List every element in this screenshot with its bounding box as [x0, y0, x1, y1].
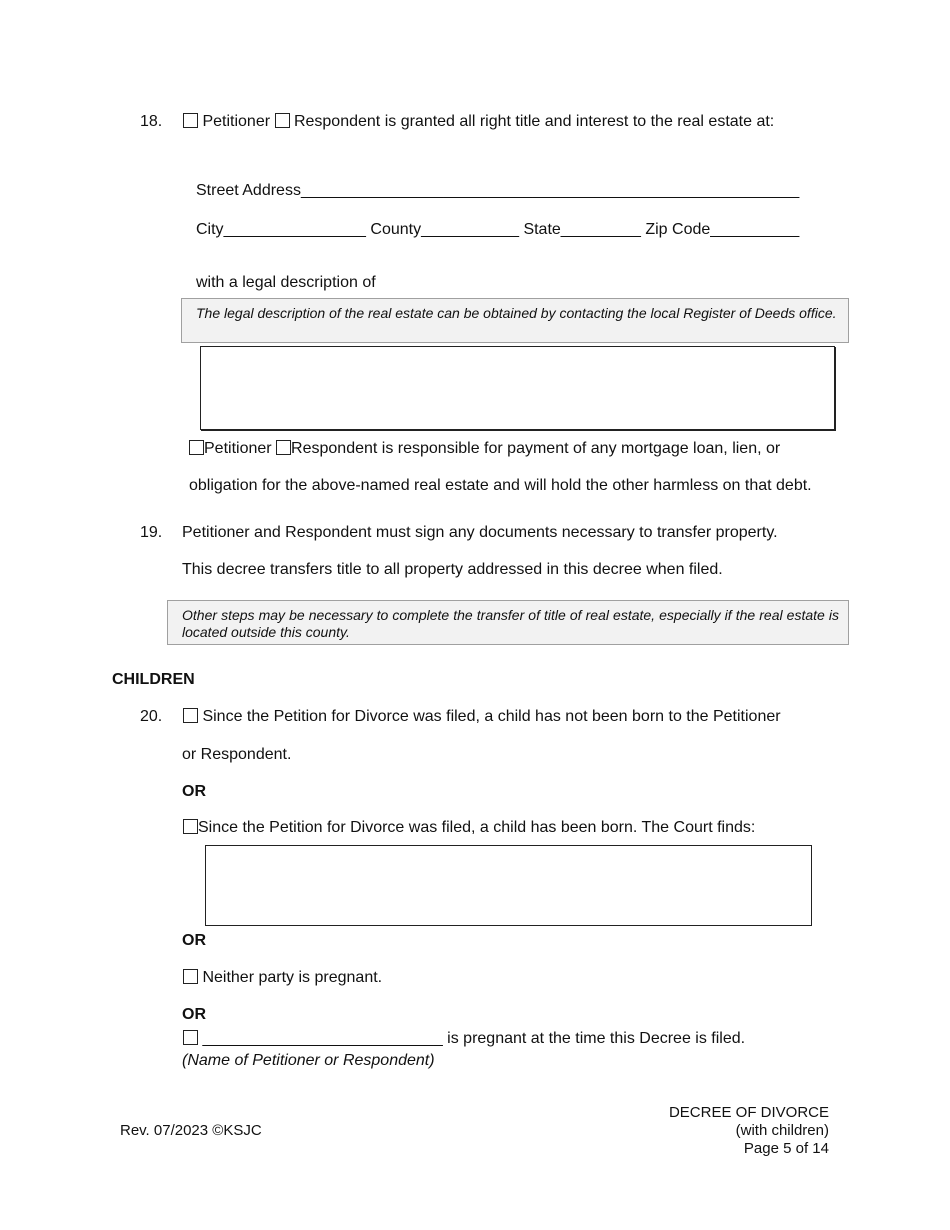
child-not-born-label-line2: or Respondent.: [182, 746, 292, 763]
petitioner-checkbox[interactable]: [183, 113, 198, 128]
item-20-number: 20.: [140, 708, 163, 725]
city-label: City: [196, 221, 224, 238]
state-field[interactable]: _________: [560, 221, 641, 238]
child-not-born-checkbox[interactable]: [183, 708, 198, 723]
child-born-checkbox[interactable]: [183, 819, 198, 834]
state-label: State: [523, 221, 561, 238]
petitioner-label: Petitioner: [202, 113, 271, 130]
mortgage-petitioner-label: Petitioner: [204, 440, 272, 457]
legal-description-note: The legal description of the real estate can be obtained by contacting the local Register of Deeds office.: [181, 298, 849, 343]
child-born-label: Since the Petition for Divorce was filed, a child has been born. The Court finds:: [198, 819, 756, 836]
county-label: County: [370, 221, 422, 238]
zip-code-label: Zip Code: [645, 221, 711, 238]
is-pregnant-checkbox[interactable]: [183, 1030, 198, 1045]
item-19-line1: Petitioner and Respondent must sign any documents necessary to transfer property.: [182, 524, 778, 541]
court-finds-textbox[interactable]: [205, 845, 812, 926]
children-heading: CHILDREN: [112, 671, 195, 688]
county-field[interactable]: ___________: [421, 221, 519, 238]
footer-doc-info: [669, 1104, 829, 1158]
item-19-number: 19.: [140, 524, 163, 541]
item-19-line2: This decree transfers title to all property addressed in this decree when filed.: [182, 561, 723, 578]
city-field[interactable]: ________________: [223, 221, 366, 238]
transfer-title-note: Other steps may be necessary to complete the transfer of title of real estate, especially if the real estate is located outside this county.: [167, 600, 849, 645]
child-not-born-label: Since the Petition for Divorce was filed, a child has not been born to the Petitioner: [202, 708, 781, 725]
mortgage-line-2: obligation for the above-named real estate and will hold the other harmless on that debt.: [189, 477, 812, 494]
pregnant-party-name-field[interactable]: ___________________________: [202, 1030, 443, 1047]
item-18-number: 18.: [140, 113, 163, 130]
neither-pregnant-checkbox[interactable]: [183, 969, 198, 984]
legal-description-label: with a legal description of: [196, 274, 376, 291]
street-address-row: [196, 181, 799, 200]
street-address-field[interactable]: ________________________________________________________: [300, 182, 800, 199]
respondent-checkbox[interactable]: [275, 113, 290, 128]
zip-code-field[interactable]: __________: [710, 221, 800, 238]
pregnant-party-caption: (Name of Petitioner or Respondent): [182, 1052, 435, 1069]
is-pregnant-label: is pregnant at the time this Decree is filed.: [447, 1030, 746, 1047]
mortgage-text-line1: Respondent is responsible for payment of any mortgage loan, lien, or: [291, 440, 781, 457]
respondent-grant-label: Respondent is granted all right title and interest to the real estate at:: [293, 113, 775, 130]
item-20-option1: [183, 707, 781, 726]
item-20-option3: [183, 968, 382, 987]
item-20-option2: [183, 818, 755, 837]
item-20-option4: [183, 1029, 745, 1048]
street-address-label: Street Address: [196, 182, 301, 199]
footer-doc-subtitle: (with children): [735, 1122, 829, 1139]
mortgage-respondent-checkbox[interactable]: [276, 440, 291, 455]
or-separator-2: OR: [182, 932, 206, 949]
or-separator-1: OR: [182, 783, 206, 800]
footer-doc-title: DECREE OF DIVORCE: [668, 1104, 829, 1121]
footer-revision: Rev. 07/2023 ©KSJC: [120, 1122, 262, 1139]
mortgage-line-1: [189, 439, 838, 458]
city-county-state-zip-row: [196, 220, 799, 239]
item-18-line: [183, 112, 774, 131]
footer-page-number: Page 5 of 14: [743, 1140, 829, 1157]
neither-pregnant-label: Neither party is pregnant.: [202, 969, 383, 986]
legal-description-textbox[interactable]: [200, 346, 835, 430]
mortgage-petitioner-group: [189, 439, 780, 458]
mortgage-petitioner-checkbox[interactable]: [189, 440, 204, 455]
or-separator-3: OR: [182, 1006, 206, 1023]
